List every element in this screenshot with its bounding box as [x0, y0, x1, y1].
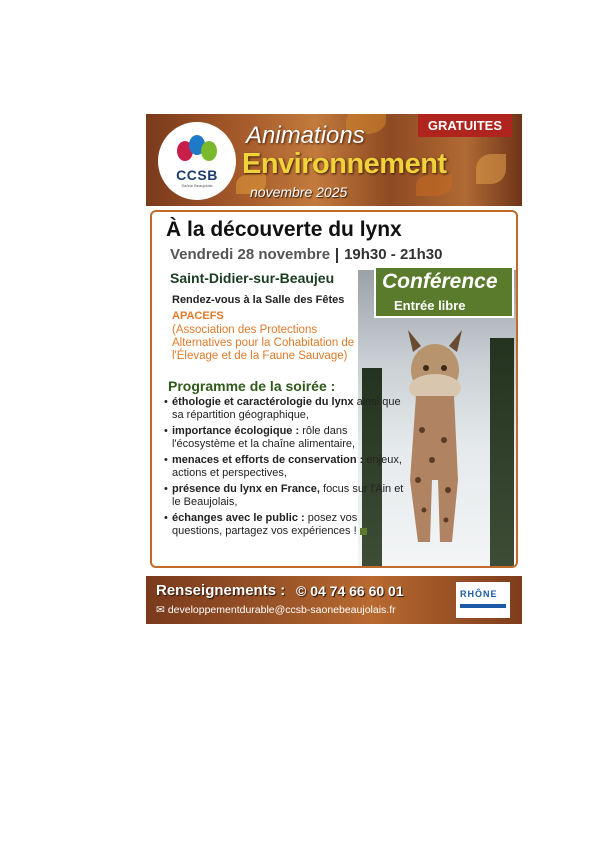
- header-environnement: Environnement: [242, 148, 447, 180]
- program-title: Programme de la soirée :: [168, 378, 336, 394]
- rhone-logo-text: RHÔNE: [460, 589, 498, 599]
- header-animations: Animations: [246, 122, 365, 149]
- green-square-icon: [360, 528, 367, 535]
- email-link[interactable]: developpementdurable@ccsb-saonebeaujolais.fr: [167, 604, 396, 616]
- info-label: Renseignements :: [156, 582, 286, 599]
- conference-title: Conférence: [382, 270, 498, 293]
- conference-badge: [374, 266, 514, 318]
- list-item: • importance écologique : rôle dans l'écosystème et la chaîne alimentaire,: [164, 425, 404, 451]
- mail-icon: ✉: [156, 604, 165, 616]
- ccsb-logo: [158, 122, 236, 200]
- list-item: • échanges avec le public : posez vos questions, partagez vos expériences !: [164, 512, 404, 538]
- event-time: 19h30 - 21h30: [344, 246, 443, 263]
- logo-text: CCSB: [176, 166, 218, 183]
- organizer-name: APACEFS: [172, 310, 224, 322]
- event-date-line: [170, 246, 442, 263]
- list-item: • menaces et efforts de conservation : enjeux, actions et perspectives,: [164, 454, 404, 480]
- list-item: • présence du lynx en France, focus sur l'Ain et le Beaujolais,: [164, 483, 404, 509]
- event-date: Vendredi 28 novembre: [170, 246, 331, 263]
- event-place: Saint-Didier-sur-Beaujeu: [170, 270, 335, 286]
- flyer: [146, 108, 522, 628]
- organizer-full-name: (Association des Protections Alternatives pour la Cohabitation de l'Élevage et de la Faune Sauvage): [172, 324, 355, 362]
- program-list: [164, 396, 404, 541]
- event-card: [150, 210, 518, 568]
- gratuites-badge: GRATUITES: [418, 114, 512, 137]
- event-title: À la découverte du lynx: [166, 218, 402, 241]
- phone-number[interactable]: © 04 74 66 60 01: [296, 583, 404, 599]
- event-rendezvous: Rendez-vous à la Salle des Fêtes: [172, 294, 345, 306]
- ccsb-logo-icon: [175, 135, 219, 165]
- email-line: [156, 604, 396, 616]
- header-banner: [146, 114, 522, 206]
- rhone-logo: [456, 582, 510, 618]
- footer-banner: [146, 576, 522, 624]
- logo-subtext: Saône Beaujolais: [181, 182, 213, 188]
- leaf-decoration: [476, 154, 506, 184]
- rhone-logo-bar: [460, 604, 506, 608]
- date-separator: [336, 248, 338, 263]
- list-item: • éthologie et caractérologie du lynx ainsi que sa répartition géographique,: [164, 396, 404, 422]
- header-month: novembre 2025: [250, 184, 348, 200]
- tree-decoration: [490, 338, 514, 568]
- entry-free-label: Entrée libre: [394, 298, 466, 313]
